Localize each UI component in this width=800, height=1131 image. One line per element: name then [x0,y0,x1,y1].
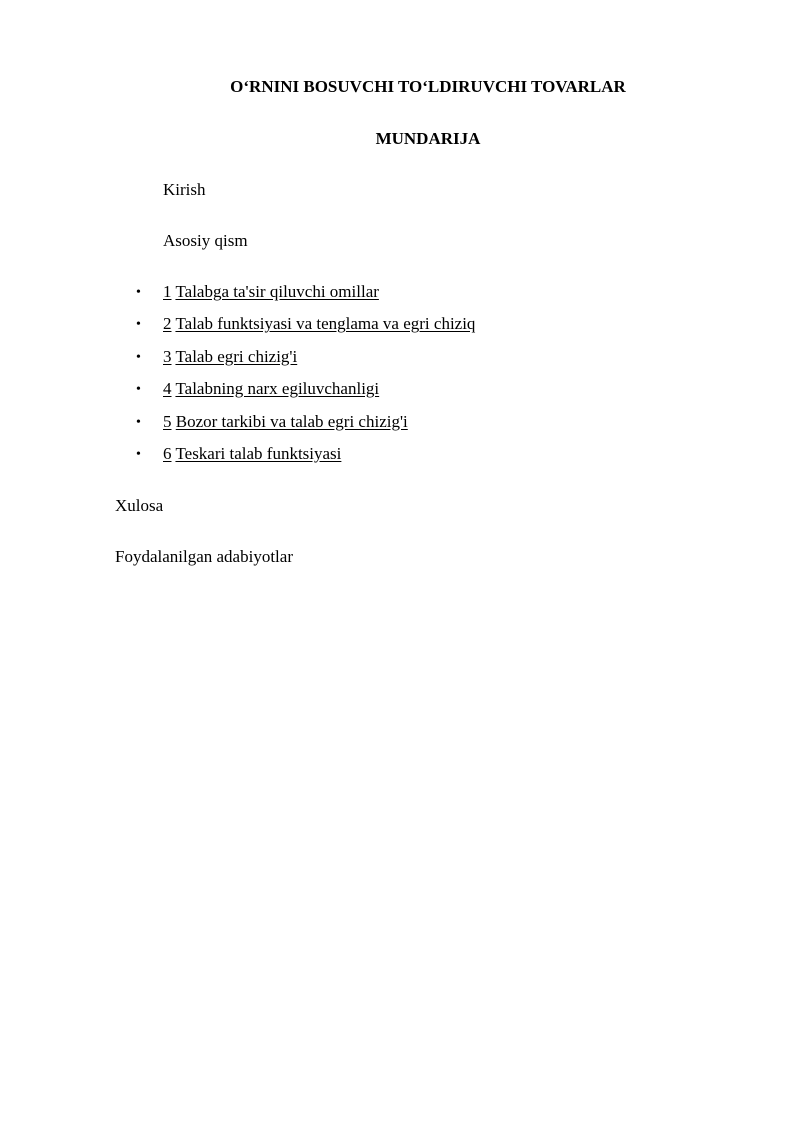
bullet-icon: • [136,414,141,430]
bullet-icon: • [136,349,141,365]
bullet-icon: • [136,317,141,333]
toc-entry-number-link[interactable]: 4 [163,379,172,399]
document-title: O‘RNINI BOSUVCHI TO‘LDIRUVCHI TOVARLAR [230,77,626,96]
toc-conclusion: Xulosa [115,496,164,515]
toc-entry-4 [163,379,379,399]
toc-entry-number-link[interactable]: 2 [163,314,172,334]
toc-entry-title-link[interactable]: Talab egri chizig'i [175,346,298,366]
toc-entry-title-link[interactable]: Talab funktsiyasi va tenglama va egri chiziq [175,314,476,334]
toc-heading: MUNDARIJA [375,129,481,148]
toc-entry-5 [163,412,408,432]
toc-entry-number-link[interactable]: 1 [163,282,172,301]
toc-entry-title-link[interactable]: Talabning narx egiluvchanligi [175,379,380,399]
toc-intro: Kirish [163,180,206,199]
toc-entry-title-link[interactable]: Teskari talab funktsiyasi [175,443,342,463]
toc-entry-number-link[interactable]: 3 [163,346,172,366]
toc-entry-title-link[interactable]: Bozor tarkibi va talab egri chizig'i [175,411,408,431]
toc-entry-2 [163,314,475,334]
toc-entry-number-link[interactable]: 5 [163,411,172,431]
bullet-icon: • [136,285,141,300]
toc-main-part: Asosiy qism [163,231,248,250]
toc-entry-6 [163,444,341,464]
bullet-icon: • [136,446,141,462]
bullet-icon: • [136,382,141,398]
toc-entry-1 [163,282,379,302]
toc-entry-3 [163,347,297,367]
toc-entry-title-link[interactable]: Talabga ta'sir qiluvchi omillar [175,282,379,301]
toc-references: Foydalanilgan adabiyotlar [115,547,293,566]
toc-entry-number-link[interactable]: 6 [163,443,172,463]
